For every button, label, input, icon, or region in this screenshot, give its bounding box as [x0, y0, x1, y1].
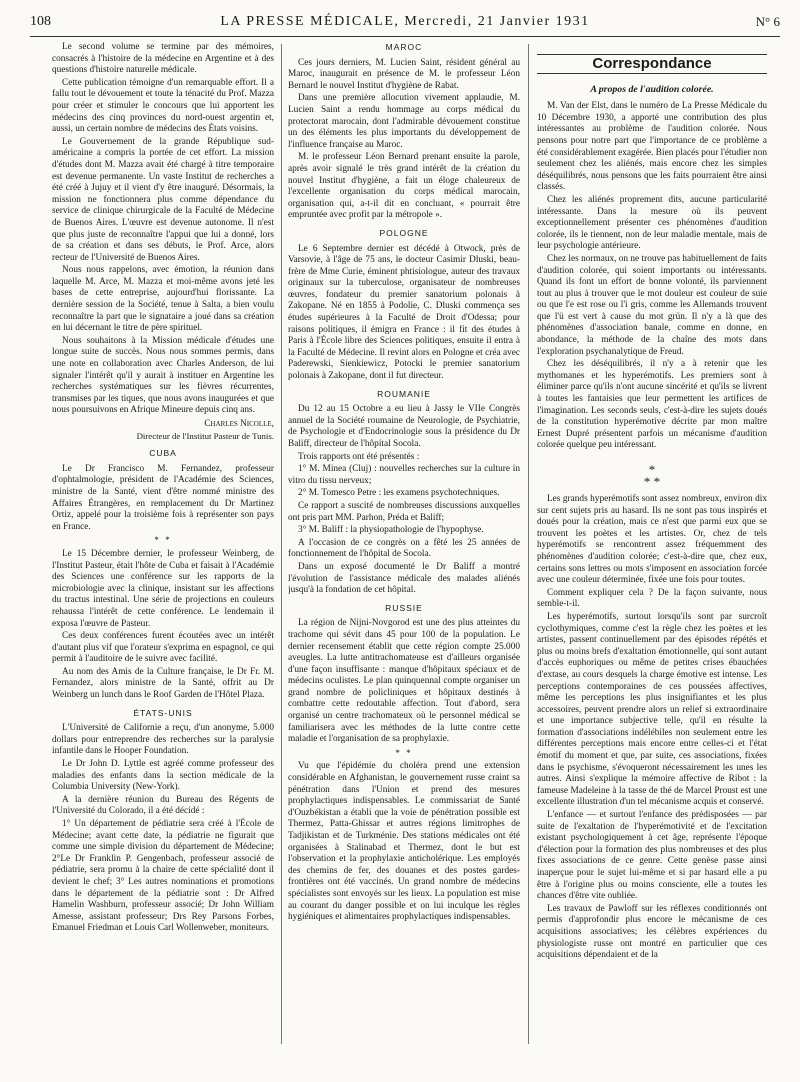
- argentina-article: [52, 42, 274, 417]
- paragraph: Dans une première allocution vivement applaudie, M. Lucien Saint a rendu hommage au corps médical du protectorat marocain, dont l'admirable dévouement constitue un des éléments les plus importants du développement de l'influence française au Maroc.: [288, 93, 520, 150]
- paragraph: Chez les déséquilibrés, il n'y a à retenir que les mythomanes et les hyperémotifs. Les premiers sont à éliminer parce qu'ils n'ont aucune sincérité et qu'ils se livrent à toutes les fantaisies que leur permettent les artifices de l'imagination. Les seconds seuls, c'est-à-dire les sujets doués de la constitution hyperémotive décrite par mon maître Ernest Dupré présentent parfois un mécanisme d'audition colorée quelque peu intéressant.: [537, 359, 767, 451]
- column-1: [52, 42, 274, 1052]
- section-asterisks: * * *: [643, 462, 661, 489]
- page-number: 108: [30, 14, 51, 29]
- paragraph: Nous souhaitons à la Mission médicale d'études une longue suite de succès. Nous nous sommes permis, dans une note en collaboration avec Charles Anderson, de lui signaler l'intérêt qu'il y aurait à instituer en Argentine les recherches systématiques sur les fièvres récurrentes, transmises par les tiques, que nous avons inaugurées et que nous poursuivons en Afrique Mineure depuis cinq ans.: [52, 335, 274, 416]
- paragraph: Les grands hyperémotifs sont assez nombreux, environ dix sur cent sujets pris au hasard. Ils ne sont pas tous inspirés et doués pour la création, mais ce n'est que parmi eux que se trouvent les poètes et les artistes. Or, chez de tels hyperémotifs se rencontrent assez fréquemment des phénomènes d'audition colorée; c'est-à-dire que, chez eux, certains sons lettres ou mots s'imposent en association forcée avec une couleur déterminée, fixée une fois pour toutes.: [537, 494, 767, 586]
- paragraph: L'enfance — et surtout l'enfance des prédisposées — par suite de l'exaltation de l'hyperémotivité et de l'excitation existant psychologiquement à cet âge, représente l'époque d'élection pour la formation des plus nombreuses et des plus fixes associations de ce genre. Cette genèse passe ainsi inaperçue pour le sujet lui-même et si par hasard elle a pu être à l'origine plus ou moins consciente, elle a toutes les chances d'être vite oubliée.: [537, 810, 767, 902]
- paragraph: Ces jours derniers, M. Lucien Saint, résident général au Maroc, inaugurait en présence de M. le professeur Léon Bernard le nouvel Institut d'hygiène de Rabat.: [288, 57, 520, 91]
- paragraph: Comment expliquer cela ? De la façon suivante, nous semble-t-il.: [537, 587, 767, 610]
- column-2: [288, 42, 520, 1052]
- paragraph: Vu que l'épidémie du choléra prend une extension considérable en Afghanistan, le gouvernement russe craint sa pénétration dans l'Union et prend des mesures prophylactiques indispensables. Le commissariat de Santé d'Ouzbékistan a établi que la voie de pénétration possible est Thermez, Patta-Ghissar et autres régions limitrophes de Tadjikistan et de Turkménie. Des stations médicales ont été organisées à Stalinabad et Thermez, dont le but est l'observation et la prophylaxie anticholérique. Les employés des chemins de fer, des douanes et des postes gardes-frontières ont été vaccinés. Un grand nombre de médecins spécialistes sont envoyés sur les lieux. La population est mise au courant du danger possible et on lui inculque les règles hygiéniques et alimentaires prophylactiques indispensables.: [288, 761, 520, 923]
- correspondence-title: Correspondance: [592, 55, 712, 72]
- paragraph: Chez les normaux, on ne trouve pas habituellement de faits d'audition colorée, qui soient importants ou intéressants. Quand ils font un effort de bonne volonté, ils parviennent tout au plus à trouver que le mot douleur est couleur de suie ou que l'e est rose ou l'i gris, comme les Allemands trouvent que l'ü est vert à cause du mot grün. Il n'y a là que des phénomènes d'association banale, comme en donne, en abondance, la méthode de la chaîne des mots dans l'exploration psychanalytique de Freud.: [537, 253, 767, 357]
- paragraph: Ces deux conférences furent écoutées avec un intérêt d'autant plus vif que l'orateur s'exprima en espagnol, ce qui permit à l'auditoire de le suivre avec facilité.: [52, 631, 274, 665]
- signature-name: Charles Nicolle,: [204, 419, 274, 429]
- issue-number: N° 6: [755, 14, 780, 29]
- paragraph: Dans un exposé documenté le Dr Baliff a montré l'évolution de l'assistance médicale des malades aliénés jusqu'à la fondation de cet hôpital.: [288, 561, 520, 596]
- section-asterisks: * *: [154, 535, 172, 546]
- section-heading-roumanie: ROUMANIE: [377, 388, 431, 399]
- section-heading-pologne: POLOGNE: [379, 227, 429, 238]
- paragraph: A l'occasion de ce congrès on a fêté les 25 années de fonctionnement de l'hôpital de Socola.: [288, 537, 520, 560]
- section-heading-usa: ÉTATS-UNIS: [133, 707, 193, 718]
- paragraph: Ce rapport a suscité de nombreuses discussions auxquelles ont pris part MM. Parhon, Préda et Baliff;: [288, 500, 520, 523]
- column-rule-2: [528, 44, 529, 1044]
- section-heading-russie: RUSSIE: [385, 602, 423, 613]
- paragraph: Le second volume se termine par des mémoires, consacrés à l'histoire de la médecine en Argentine et à des questions d'histoire naturelle médicale.: [52, 42, 274, 76]
- paragraph: 3° M. Baliff : la physiopathologie de l'hypophyse.: [298, 525, 484, 536]
- paragraph: M. Van der Elst, dans le numéro de La Presse Médicale du 10 Décembre 1930, a apporté une contribution des plus intéressantes au problème de l'audition colorée. Nous pensons pour notre part que l'importance de ce problème a été considérablement exagérée. Bien placés pour l'étudier non seulement chez les aliénés, mais encore chez les simples déséquilibrés, nous pensons que les faits pourraient être ainsi classés.: [537, 101, 767, 193]
- signature-title: Directeur de l'Institut Pasteur de Tunis.: [136, 430, 274, 441]
- correspondence-header: [537, 54, 767, 74]
- paragraph: Du 12 au 15 Octobre a eu lieu à Jassy le VIIe Congrès annuel de la Société roumaine de Neurologie, de Psychiatrie, de Psychologie et d'Endocrinologie sous la présidence du Dr Baliff, directeur de l'hôpital Socola.: [288, 404, 520, 449]
- paragraph: Le Dr Francisco M. Fernandez, professeur d'ophtalmologie, président de l'Académie des Sciences, ministre de la Santé, vient d'être nommé ministre des Affaires Étrangères, en remplacement du Dr Martinez Ortiz, appelé pour la troisième fois à représenter son pays en France.: [52, 463, 274, 532]
- column-rule-1: [281, 44, 282, 1044]
- article-subtitle: A propos de l'audition colorée.: [590, 83, 714, 95]
- paragraph: Le 15 Décembre dernier, le professeur Weinberg, de l'Institut Pasteur, était l'hôte de Cuba et faisait à l'Académie des Sciences une conférence sur les rapports de la microbiologie avec la clinique, insistant sur les affections du tractus intestinal. Une série de projections en couleurs rehaussa l'intérêt de cette conférence. Le lendemain il exposa l'œuvre de Pasteur.: [52, 548, 274, 629]
- paragraph: L'Université de Californie a reçu, d'un anonyme, 5.000 dollars pour entreprendre des recherches sur la paralysie infantile dans le Hooper Foundation.: [52, 723, 274, 757]
- section-heading-cuba: CUBA: [149, 448, 177, 459]
- column-3: [537, 42, 767, 1052]
- paragraph: Le Gouvernement de la grande République sud-américaine a compris la portée de cet effort. La mission d'études dont M. Mazza avait été chargé à titre temporaire est devenue permanente. Un vaste Institut de recherches a été créé à Jujuy et il vient d'y être inauguré. Désormais, la mission ne fonctionnera plus comme dépendance du service de clinique chirurgicale de la Faculté de Médecine de Buenos Aires. L'œuvre est devenue autonome. Il n'est que plus juste de reconnaître l'appui que lui a donné, lors de sa création et dans ses débuts, le Prof. Arce, alors recteur de l'Université de Buenos Aires.: [52, 136, 274, 263]
- paragraph: 1° M. Minea (Cluj) : nouvelles recherches sur la culture in vitro du tissu nerveux;: [288, 464, 520, 486]
- paragraph: La région de Nijni-Novgorod est une des plus atteintes du trachome qui sévit dans 45 pour 100 de la population. Le dernier recensement établit que cette région compte 25.000 aveugles. La lutte antitrachomateuse est d'ailleurs organisée d'une façon insuffisante : manque d'hôpitaux spéciaux et de médecins oculistes. Le plan quinquennal compte organiser un grand nombre de policliniques et hôpitaux destinés à combattre cette redoutable affection. Tout d'abord, sera organisé un centre trachomateux où le personnel médical se familiarisera avec les méthodes de la lutte contre cette maladie et l'organisation de sa prophylaxie.: [288, 618, 520, 745]
- paragraph: Trois rapports ont été présentés :: [298, 451, 420, 462]
- paragraph: 2° M. Tomesco Petre : les examens psychotechniques.: [298, 488, 500, 499]
- paragraph: 1° Un département de pédiatrie sera créé à l'École de Médecine; avant cette date, la pédiatrie ne figurait que comme une simple division du département de Médecine; 2°Le Dr Franklin P. Gengenbach, professeur associé de pédiatrie, sera promu à la chaire de cette spécialité dont il devient le chef; 3° Les autres nominations et promotions dans le département de la pédiatrie sont : Dr Alfred Hamelin Washburn, professeur associé; Dr John William Amesse, assistant professeur; Drs Rey Parsons Forbes, Emanuel Friedman et Louis Carl Wollenweber, moniteurs.: [52, 819, 274, 934]
- paragraph: Chez les aliénés proprement dits, aucune particularité intéressante. Dans la mesure où ils peuvent exceptionnellement présenter ces phénomènes d'audition colorée, ils le tiennent, non de leur maladie mentale, mais de leur psychologie antérieure.: [537, 194, 767, 252]
- section-heading-maroc: MAROC: [385, 42, 423, 52]
- paragraph: Le 6 Septembre dernier est décédé à Otwock, près de Varsovie, à l'âge de 75 ans, le docteur Casimir Dluski, beau-frère de Mme Curie, éminent phtisiologue, auteur des travaux originaux sur la tuberculose, organisateur de nombreuses œuvres, fondateur du premier sanatorium polonais à Zakopane. Né en 1855 à Podolie, C. Dluski commença ses études supérieures à la Faculté de Droit d'Odessa; pour raisons politiques, il émigra en France : il fit des études à Paris à l'École libre des Sciences politiques, ensuite il entra à la Faculté de Médecine. Il revint alors en Pologne et créa avec Paderewski, Sienkiewicz, Potocki le premier sanatorium polonais à Zakopane, dont il fut directeur.: [288, 243, 520, 382]
- header-rule: [30, 36, 780, 37]
- page-header: [30, 14, 780, 36]
- paragraph: Au nom des Amis de la Culture française, le Dr Fr. M. Fernandez, alors ministre de la Santé, offrit au Dr Weinberg un lunch dans le Roof Garden de l'Hôtel Plaza.: [52, 666, 274, 701]
- section-asterisks: * *: [395, 747, 413, 758]
- journal-title: LA PRESSE MÉDICALE, Mercredi, 21 Janvier 1931: [220, 14, 590, 29]
- paragraph: Le Dr John D. Lyttle est agréé comme professeur des maladies des enfants dans la section médicale de la Columbia University (New-York).: [52, 759, 274, 793]
- paragraph: Les hyperémotifs, surtout lorsqu'ils sont par surcroît cyclothymiques, comme c'est la règle chez les poètes et les artistes, passent continuellement par des épisodes répétés et plus ou moins brefs d'exaltation émotionnelle, qui sont autant d'accès euphoriques ou même de petites crises ébauchées d'extase, au cours desquels la charge émotive est intense. Les perceptions contemporaines de ces poussées affectives, même les perceptions les plus insignifiantes et les plus accessoires, peuvent prendre alors un relief si extraordinaire et une importance subjective telle, qu'il en résulte la formation d'associations indélébiles non seulement entre les différentes perceptions mais encore entre celles-ci et l'état émotif du moment et que, par suite, ces associations, fixées dans le psychisme, s'évoqueront nécessairement les unes les autres. Ainsi s'explique la mémoire affective de Ribot : la fameuse Madeleine à la tasse de thé de Marcel Proust est une excellente illustration d'un tel mécanisme acquis et conservé.: [537, 611, 767, 808]
- paragraph: Les travaux de Pawloff sur les réflexes conditionnés ont permis d'approfondir plus encore le mécanisme de ces acquisitions associatives; les célèbres expériences du physiologiste russe ont montré en particulier que ces acquisitions dépendaient et de la: [537, 903, 767, 961]
- paragraph: A la dernière réunion du Bureau des Régents de l'Université du Colorado, il a été décidé :: [52, 794, 274, 817]
- paragraph: M. le professeur Léon Bernard prenant ensuite la parole, après avoir signalé le très grand intérêt de la création du nouvel Institut d'hygiène, a fait un éloge chaleureux de l'excellente organisation du corps médical marocain, organisation qui, a-t-il dit en concluant, « pourrait être empruntée avec profit par la métropole ».: [288, 152, 520, 221]
- paragraph: Cette publication témoigne d'un remarquable effort. Il a fallu tout le dévouement et toute la ténacité du Prof. Mazza pour créer et stimuler le concours que lui apportent les médecins des cinq provinces du nord-ouest argentin et, aussi, un certain nombre de médecins des États voisins.: [52, 77, 274, 135]
- paragraph: Nous nous rappelons, avec émotion, la réunion dans laquelle M. Arce, M. Mazza et moi-même avons jeté les bases de cette entreprise, aujourd'hui florissante. La dernière session de la Société, tenue à Salta, a bien voulu reconnaître la part que le signataire a joué dans sa création en lui décernant le titre de père spirituel.: [52, 265, 274, 334]
